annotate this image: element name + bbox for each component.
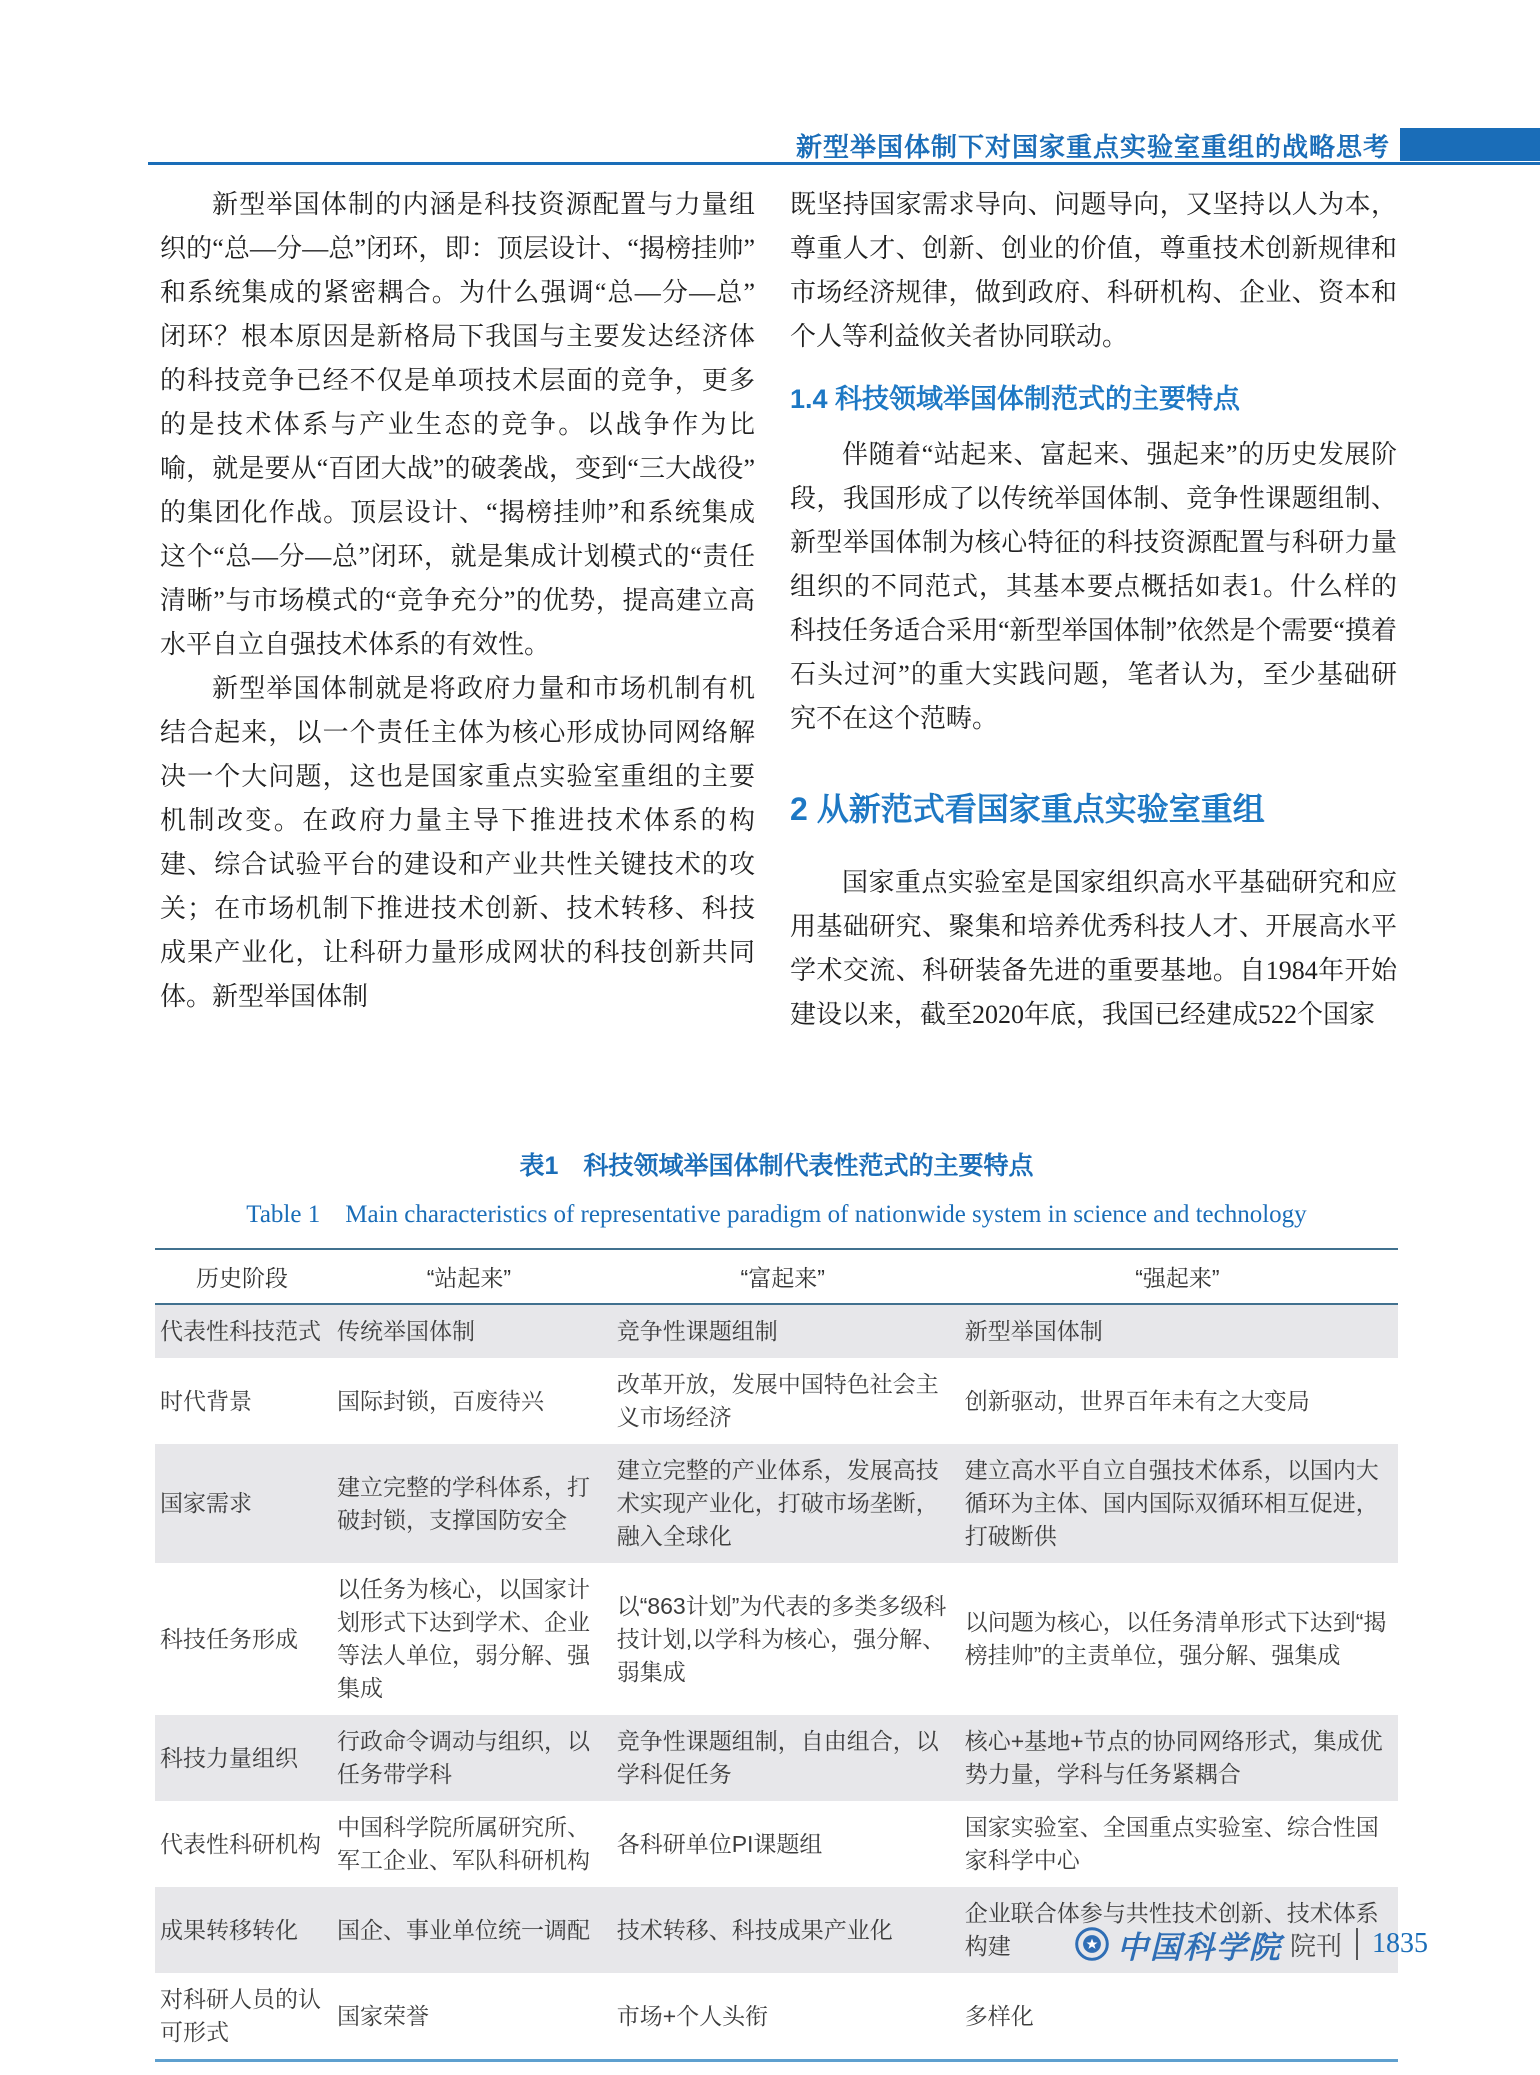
table-col-header: “站起来”: [329, 1249, 609, 1304]
footer-divider: [1356, 1928, 1358, 1960]
header-accent-block: [1400, 128, 1540, 161]
table-row: [155, 1444, 1398, 1563]
table-cell: 各科研单位PI课题组: [616, 1830, 823, 1857]
row-label: 科技力量组织: [160, 1744, 298, 1771]
table-cell: 技术转移、科技成果产业化: [616, 1916, 893, 1943]
left-column: [160, 183, 755, 1019]
table-cell: 行政命令调动与组织，以任务带学科: [337, 1728, 591, 1787]
table-header-row: [155, 1249, 1398, 1304]
table-cell: 建立完整的产业体系，发展高技术实现产业化，打破市场垄断，融入全球化: [616, 1457, 939, 1549]
running-title: 新型举国体制下对国家重点实验室重组的战略思考: [795, 132, 1390, 162]
row-label: 代表性科技范式: [160, 1318, 321, 1344]
table-cell: 国家实验室、全国重点实验室、综合性国家科学中心: [964, 1814, 1379, 1873]
right-column: [790, 183, 1397, 1037]
table-row: [155, 1973, 1398, 2061]
body-paragraph: 既坚持国家需求导向、问题导向，又坚持以人为本，尊重人才、创新、创业的价值，尊重技术创新规律和市场经济规律，做到政府、科研机构、企业、资本和个人等利益攸关者协同联动。: [790, 190, 1397, 351]
table-title-en: Table 1 Main characteristics of representative paradigm of nationwide system in science and technology: [246, 1201, 1307, 1228]
table-title-zh: 表1 科技领域举国体制代表性范式的主要特点: [519, 1152, 1034, 1180]
section-heading-1-4: 1.4 科技领域举国体制范式的主要特点: [790, 384, 1241, 414]
footer-org-name: 中国科学院: [1116, 1929, 1282, 1965]
row-label: 科技任务形成: [160, 1625, 298, 1652]
table-row: [155, 1715, 1398, 1801]
row-label: 成果转移转化: [160, 1916, 298, 1943]
table-cell: 中国科学院所属研究所、军工企业、军队科研机构: [337, 1814, 591, 1873]
table-row: [155, 1801, 1398, 1887]
table-cell: 建立高水平自立自强技术体系，以国内大循环为主体、国内国际双循环相互促进，打破断供: [964, 1457, 1379, 1549]
cas-logo-icon: [1075, 1927, 1109, 1961]
row-label: 时代背景: [160, 1387, 252, 1414]
table-col-header: 历史阶段: [155, 1249, 329, 1304]
table-cell: 核心+基地+节点的协同网络形式，集成优势力量，学科与任务紧耦合: [964, 1728, 1383, 1787]
table-cell: 竞争性课题组制，自由组合，以学科促任务: [616, 1728, 939, 1787]
table-cell: 国企、事业单位统一调配: [337, 1916, 591, 1943]
table-cell: 以问题为核心，以任务清单形式下达到“揭榜挂帅”的主责单位，强分解、强集成: [964, 1609, 1387, 1668]
row-label: 国家需求: [160, 1490, 252, 1516]
footer-journal-label: 院刊: [1289, 1930, 1342, 1961]
row-label: 代表性科研机构: [160, 1830, 321, 1857]
body-paragraph: 国家重点实验室是国家组织高水平基础研究和应用基础研究、聚集和培养优秀科技人才、开展高水平学术交流、科研装备先进的重要基地。自1984年开始建设以来，截至2020年底，我国已经建成522个国家: [790, 868, 1397, 1029]
table-col-header: “强起来”: [957, 1249, 1398, 1304]
footer-page-number: 1835: [1372, 1928, 1428, 1959]
table-cell: 市场+个人头衔: [616, 2002, 769, 2029]
table-cell: 以“863计划”为代表的多类多级科技计划,以学科为核心，强分解、弱集成: [616, 1592, 947, 1685]
table-cell: 新型举国体制: [964, 1318, 1103, 1344]
table-cell: 竞争性课题组制: [616, 1318, 778, 1344]
table-row: [155, 1358, 1398, 1444]
table-cell: 多样化: [964, 2002, 1034, 2029]
table-row: [155, 1563, 1398, 1715]
header-rule: [148, 162, 1540, 165]
table-cell: 传统举国体制: [337, 1318, 476, 1344]
section-heading-2: 2 从新范式看国家重点实验室重组: [790, 791, 1265, 827]
body-paragraph: 新型举国体制的内涵是科技资源配置与力量组织的“总—分—总”闭环，即：顶层设计、“揭榜挂帅”和系统集成的紧密耦合。为什么强调“总—分—总”闭环？根本原因是新格局下我国与主要发达经济体的科技竞争已经不仅是单项技术层面的竞争，更多的是技术体系与产业生态的竞争。以战争作为比喻，就是要从“百团大战”的破袭战，变到“三大战役”的集团化作战。顶层设计、“揭榜挂帅”和系统集成这个“总—分—总”闭环，就是集成计划模式的“责任清晰”与市场模式的“竞争充分”的优势，提高建立高水平自立自强技术体系的有效性。: [160, 190, 755, 659]
table-cell: 国家荣誉: [337, 2002, 430, 2029]
table-cell: 企业联合体参与共性技术创新、技术体系构建: [964, 1900, 1379, 1959]
table-row: [155, 1304, 1398, 1358]
table-cell: 创新驱动，世界百年未有之大变局: [964, 1387, 1310, 1414]
table-cell: 建立完整的学科体系，打破封锁，支撑国防安全: [337, 1473, 591, 1533]
table-cell: 以任务为核心，以国家计划形式下达到学术、企业等法人单位，弱分解、强集成: [337, 1576, 591, 1701]
body-paragraph: 新型举国体制就是将政府力量和市场机制有机结合起来，以一个责任主体为核心形成协同网络解决一个大问题，这也是国家重点实验室重组的主要机制改变。在政府力量主导下推进技术体系的构建、综合试验平台的建设和产业共性关键技术的攻关；在市场机制下推进技术创新、技术转移、科技成果产业化，让科研力量形成网状的科技创新共同体。新型举国体制: [160, 674, 755, 1011]
table-cell: 改革开放，发展中国特色社会主义市场经济: [616, 1371, 939, 1430]
row-label: 对科研人员的认可形式: [160, 1986, 321, 2045]
body-paragraph: 伴随着“站起来、富起来、强起来”的历史发展阶段，我国形成了以传统举国体制、竞争性课题组制、新型举国体制为核心特征的科技资源配置与科研力量组织的不同范式，其基本要点概括如表1。什么样的科技任务适合采用“新型举国体制”依然是个需要“摸着石头过河”的重大实践问题，笔者认为，至少基础研究不在这个范畴。: [790, 440, 1397, 733]
table-col-header: “富起来”: [609, 1249, 957, 1304]
footer: [1075, 1922, 1428, 1966]
table-cell: 国际封锁，百废待兴: [337, 1387, 545, 1414]
